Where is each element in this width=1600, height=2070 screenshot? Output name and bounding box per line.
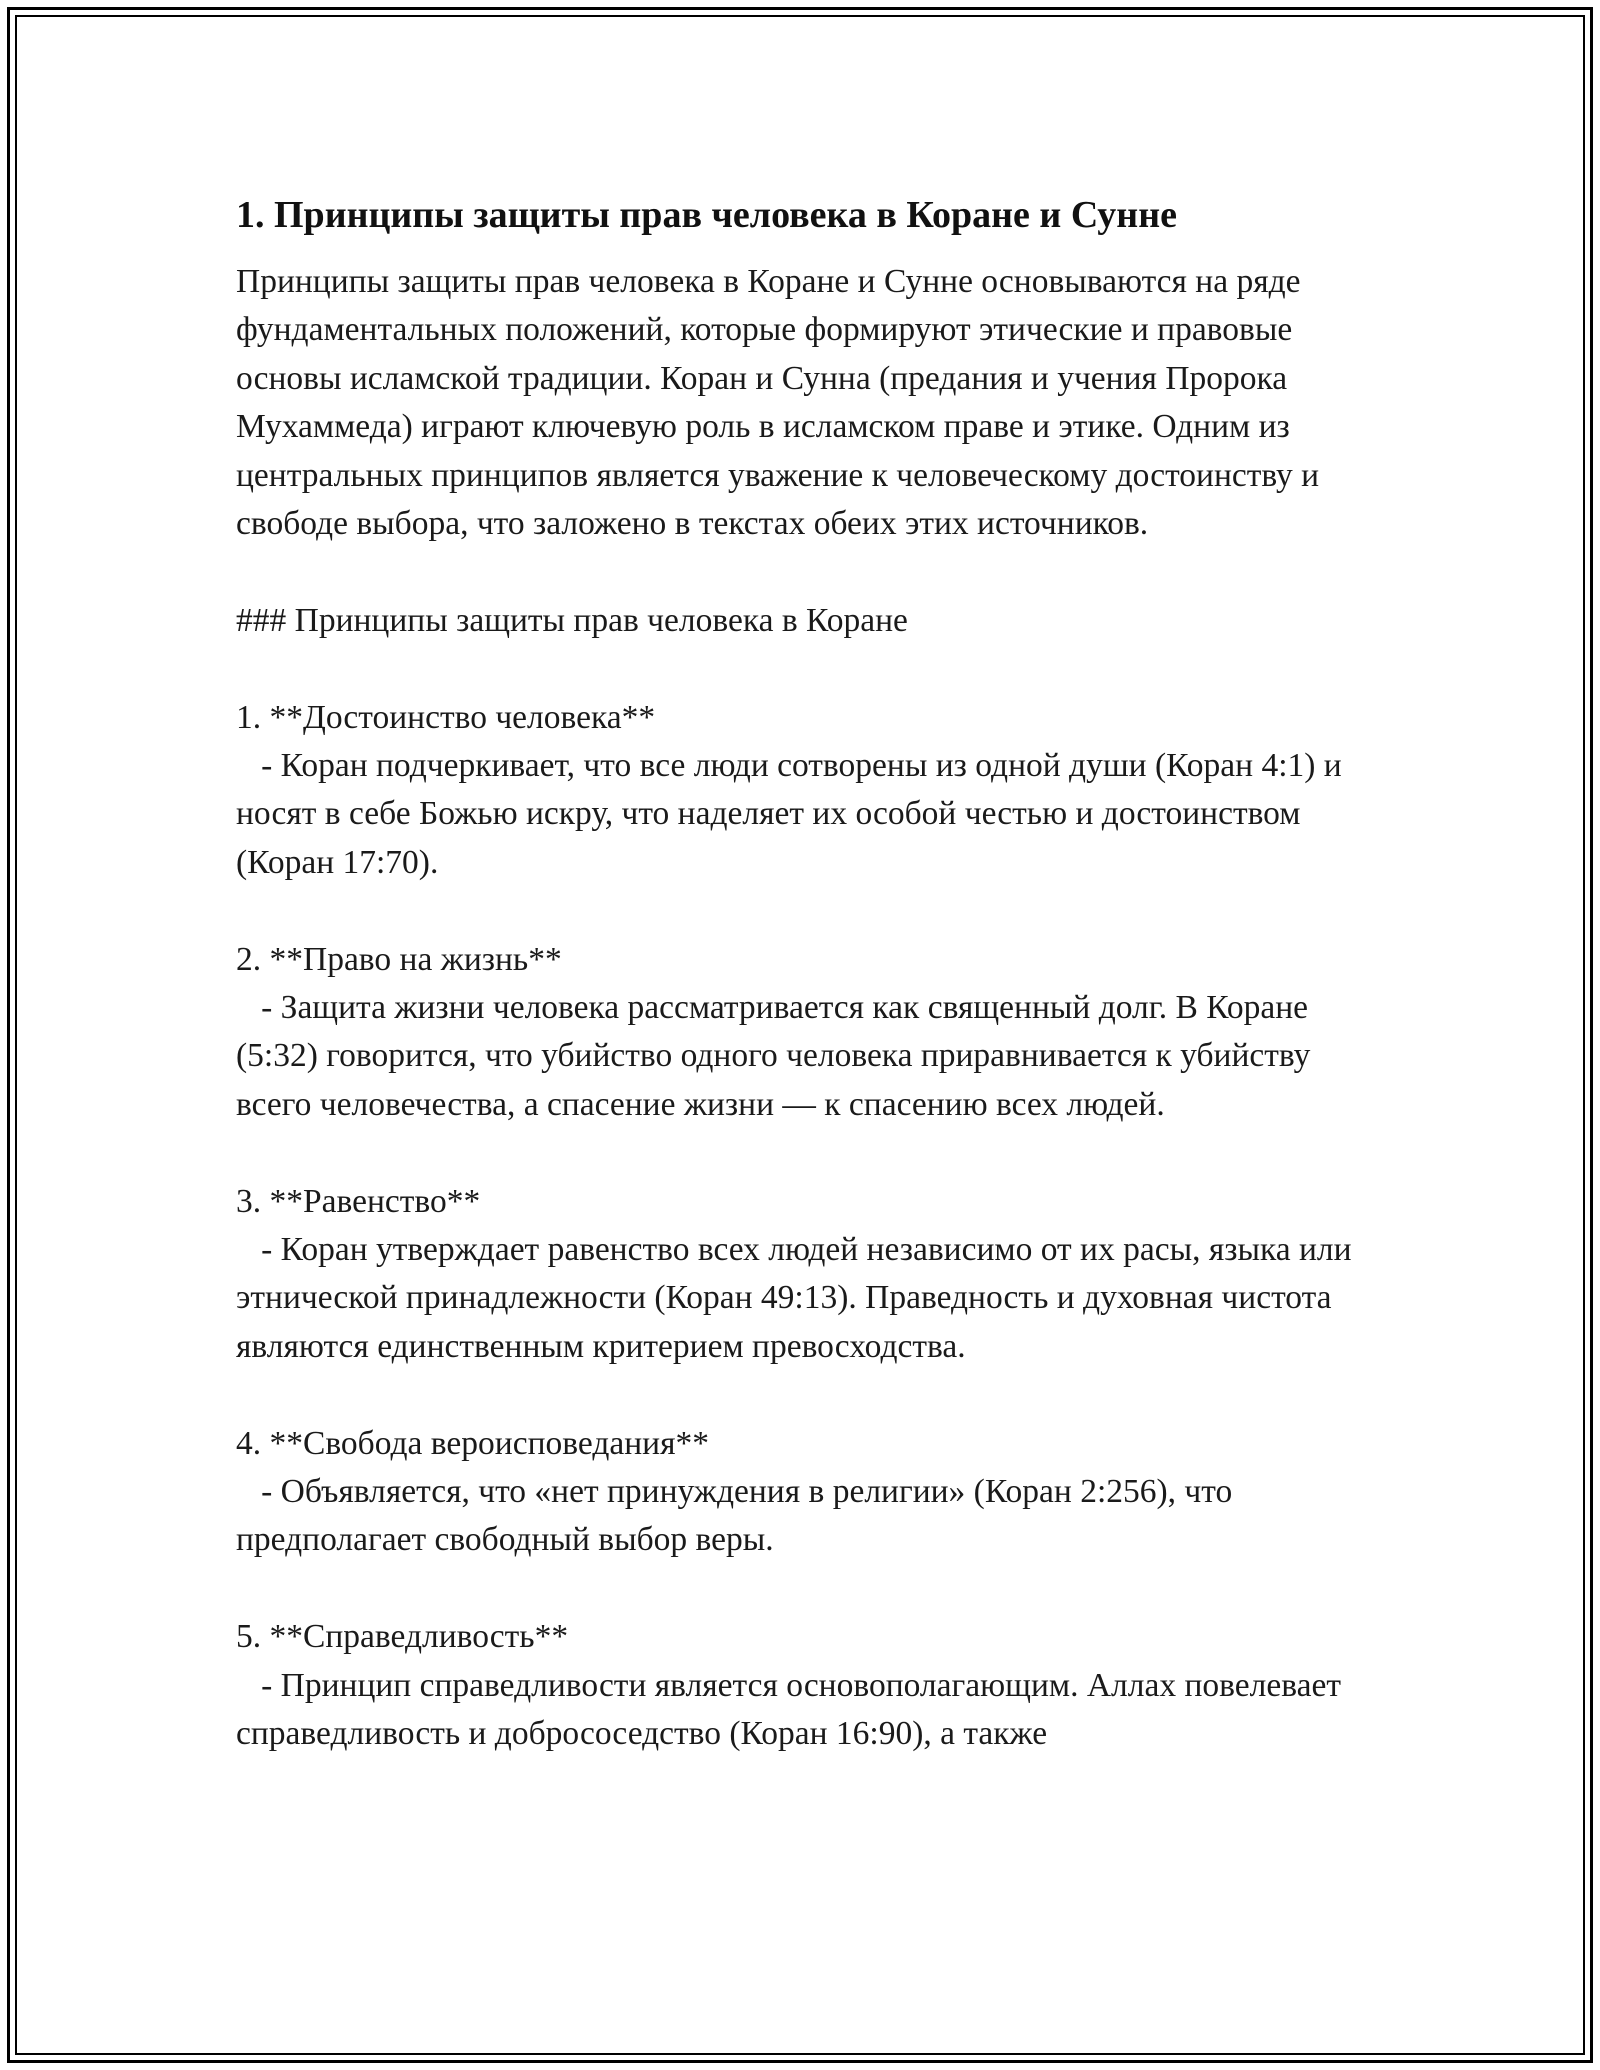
list-item-text: - Защита жизни человека рассматривается как священный долг. В Коране (5:32) говорится, что убийство одного человека приравнивается к убийству всего человечества, а спасение жизни — к спасению всех людей. (236, 989, 1319, 1123)
list-item-title: 5. **Справедливость** (236, 1618, 569, 1656)
spacer (236, 887, 1386, 935)
section-heading: ### Принципы защиты прав человека в Коране (236, 601, 908, 639)
list-item-title: 2. **Право на жизнь** (236, 940, 562, 978)
spacer (236, 645, 1386, 693)
spacer (236, 548, 1386, 596)
list-item-text: - Коран подчеркивает, что все люди сотворены из одной души (Коран 4:1) и носят в себе Божью искру, что наделяет их особой честью и достоинством (Коран 17:70). (236, 747, 1351, 881)
document-page (236, 188, 1386, 1759)
list-item-text: - Коран утверждает равенство всех людей независимо от их расы, языка или этнической принадлежности (Коран 49:13). Праведность и духовная чистота являются единственным критерием превосходства. (236, 1231, 1360, 1365)
list-item-title: 1. **Достоинство человека** (236, 698, 656, 736)
spacer (236, 1565, 1386, 1613)
spacer (236, 1371, 1386, 1419)
document-title: 1. Принципы защиты прав человека в Коране и Сунне (236, 194, 1177, 236)
spacer (236, 1129, 1386, 1177)
list-item-text: - Объявляется, что «нет принуждения в религии» (Коран 2:256), что предполагает свободный выбор веры. (236, 1473, 1241, 1559)
intro-paragraph: Принципы защиты прав человека в Коране и Сунне основываются на ряде фундаментальных положений, которые формируют этические и правовые основы исламской традиции. Коран и Сунна (предания и учения Пророка Мухаммеда) играют ключевую роль в исламском праве и этике. Одним из центральных принципов является уважение к человеческому достоинству и свободе выбора, что заложено в текстах обеих этих источников. (236, 263, 1328, 543)
list-item-text: - Принцип справедливости является основополагающим. Аллах повелевает справедливость и добрососедство (Коран 16:90), а также (236, 1666, 1350, 1753)
list-item-title: 3. **Равенство** (236, 1182, 481, 1220)
list-item-title: 4. **Свобода вероисповедания** (236, 1424, 709, 1462)
